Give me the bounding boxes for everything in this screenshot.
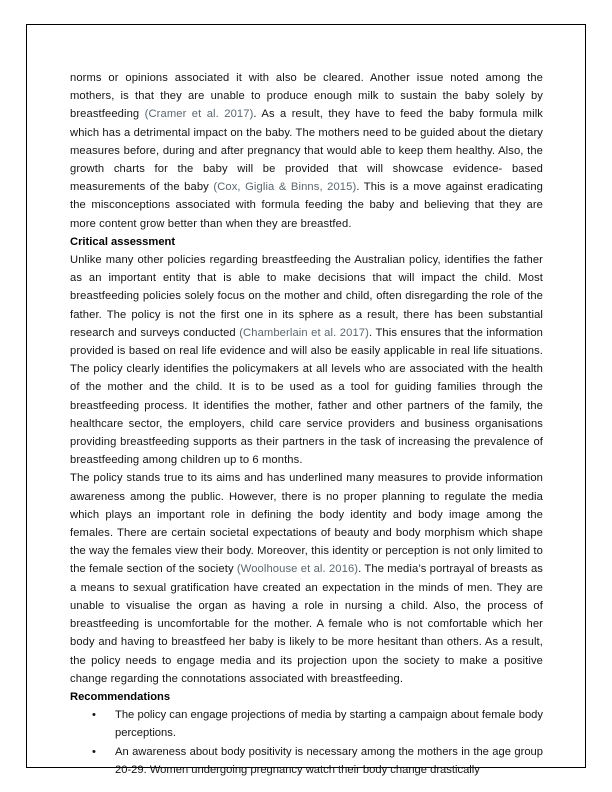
list-item	[70, 706, 543, 742]
paragraph-text-run: norms or opinions associated it with also be cleared. Another issue noted among the mothers, is that they are unable to produce enough milk to sustain the baby solely by breastfeeding	[70, 72, 543, 121]
list-item-text: The policy can engage projections of media by starting a campaign about female body perceptions.	[115, 709, 543, 740]
paragraph-text-run: . The media’s portrayal of breasts as a means to sexual gratification have created an expectation in the minds of men. They are unable to visualise the organ as having a role in nursing a child. Also, the process of breastfeeding is uncomfortable for the mother. A female who is not comfortable which her body and having to breastfeed her baby is likely to be more hesitant than others. As a result, the policy needs to engage media and its projection upon the society to make a positive change regarding the connotations associated with breastfeeding.	[70, 563, 544, 685]
inline-citation: (Cramer et al. 2017)	[144, 108, 254, 121]
bullet-icon: •	[92, 745, 96, 758]
heading-critical-assessment: Critical assessment	[70, 235, 176, 248]
paragraph-text-run: . This is a move against eradicating the misconceptions associated with formula feeding the baby and believing that they are more content grow better than when they are breastfed.	[70, 181, 543, 230]
paragraph-misconceptions	[70, 69, 543, 233]
inline-citation: (Woolhouse et al. 2016)	[236, 563, 359, 576]
paragraph-media-body-image	[70, 469, 543, 687]
list-item	[70, 743, 543, 779]
paragraph-text-run: Unlike many other policies regarding breastfeeding the Australian policy, identifies the father as an important entity that is able to make decisions that will impact the child. Most breastfeeding policies solely focus on the mother and child, often disregarding the role of the father. The policy is not the first one in its sphere as a result, there has been substantial research and surveys conducted	[70, 254, 543, 339]
inline-citation: (Chamberlain et al. 2017)	[239, 326, 369, 339]
bullet-icon: •	[92, 709, 96, 722]
document-page	[26, 24, 586, 776]
paragraph-text-run: The policy stands true to its aims and has underlined many measures to provide information awareness among the public. However, there is no proper planning to regulate the media which plays an important role in defining the body identity and body image among the females. There are certain societal expectations of beauty and body morphism which shape the way the females view their body. Moreover, this identity or perception is not only limited to the female section of the society	[70, 472, 543, 576]
recommendations-list	[70, 706, 543, 779]
document-content	[70, 69, 543, 779]
list-item-text: An awareness about body positivity is necessary among the mothers in the age group 20-29. Women undergoing pregnancy watch their body change drastically	[115, 745, 543, 776]
paragraph-text-run: . As a result, they have to feed the baby formula milk which has a detrimental impact on the baby. The mothers need to be guided about the dietary measures before, during and after pregnancy that would able to keep them healthy. Also, the growth charts for the baby will be provided that will showcase evidence- based measurements of the baby	[70, 108, 543, 194]
paragraph-policy-father	[70, 251, 543, 469]
heading-recommendations: Recommendations	[70, 690, 171, 703]
inline-citation: (Cox, Giglia & Binns, 2015)	[213, 181, 357, 194]
paragraph-text-run: . This ensures that the information provided is based on real life evidence and will also be easily applicable in real life situations. The policy clearly identifies the policymakers at all levels who are associated with the health of the mother and the child. It is to be used as a tool for guiding families through the breastfeeding process. It identifies the mother, father and other partners of the family, the healthcare sector, the employers, child care service providers and business organisations providing breastfeeding supports as their partners in the task of increasing the prevalence of breastfeeding among children up to 6 months.	[70, 326, 543, 467]
